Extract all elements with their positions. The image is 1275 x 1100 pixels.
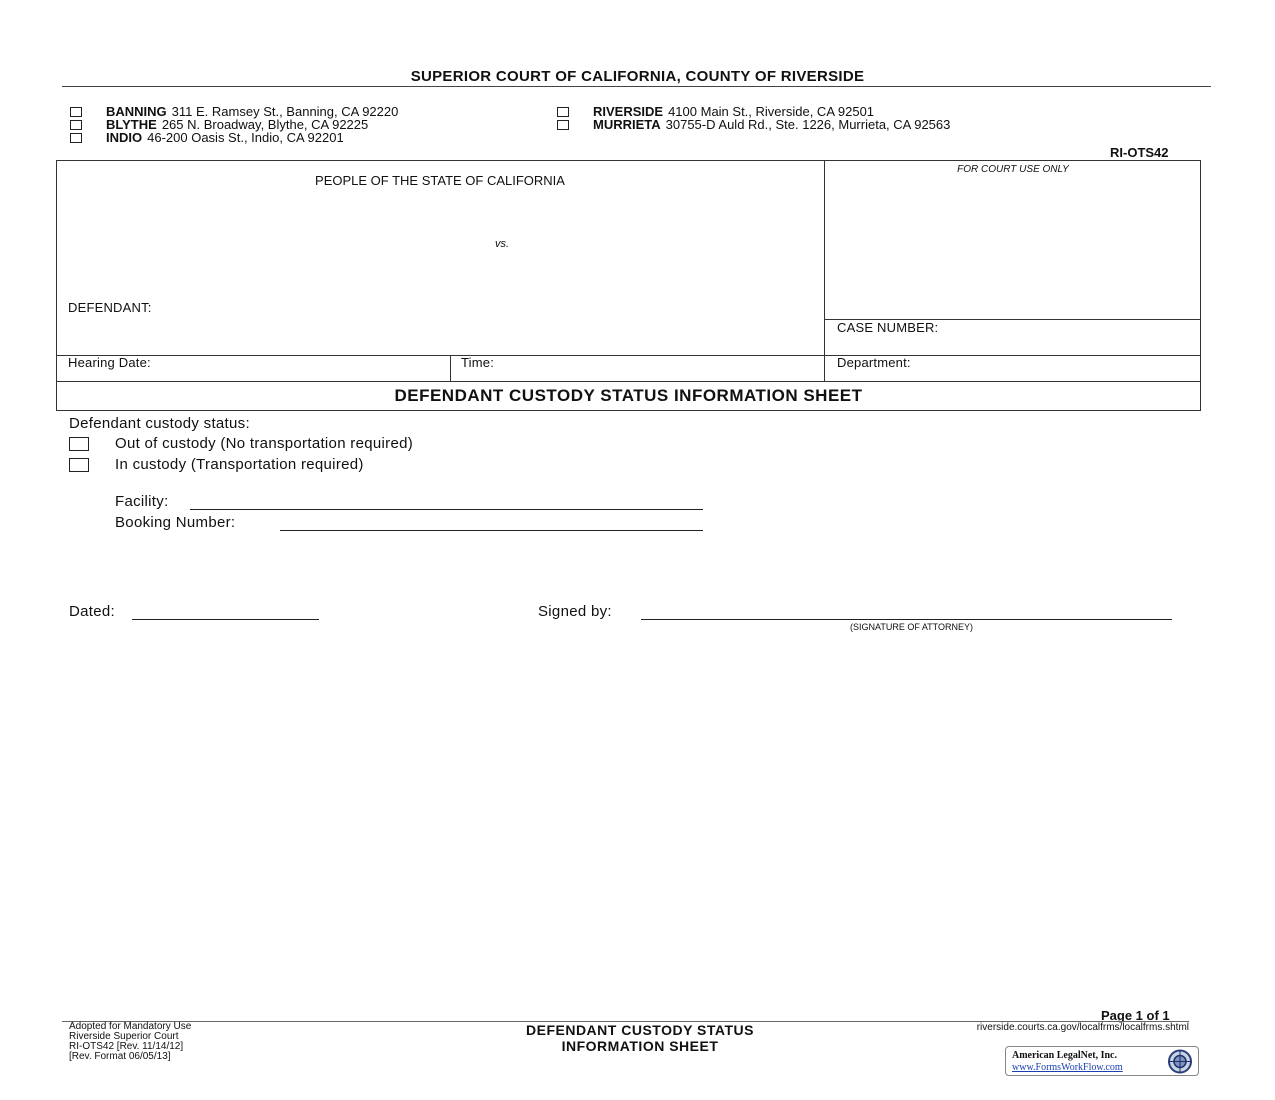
department-label: Department: xyxy=(837,355,911,370)
in-custody-checkbox[interactable] xyxy=(69,458,89,472)
booking-number-field[interactable] xyxy=(280,530,703,531)
location-name: BLYTHE xyxy=(106,117,157,132)
location-name: BANNING xyxy=(106,104,167,119)
signature-field[interactable] xyxy=(641,619,1172,620)
location-murrieta-checkbox[interactable] xyxy=(557,120,569,130)
hearing-row-top-divider xyxy=(56,355,1201,356)
hearing-date-label: Hearing Date: xyxy=(68,355,151,370)
dated-label: Dated: xyxy=(69,603,115,620)
logo-name: American LegalNet, Inc. xyxy=(1012,1050,1117,1061)
globe-icon xyxy=(1166,1049,1194,1074)
location-address: 4100 Main St., Riverside, CA 92501 xyxy=(668,104,875,119)
defendant-label: DEFENDANT: xyxy=(68,300,152,315)
location-riverside-checkbox[interactable] xyxy=(557,107,569,117)
time-label: Time: xyxy=(461,355,495,370)
location-blythe-checkbox[interactable] xyxy=(70,120,82,130)
footer-left-line: Adopted for Mandatory Use xyxy=(69,1021,192,1032)
facility-label: Facility: xyxy=(115,493,169,510)
location-name: INDIO xyxy=(106,130,143,145)
signed-by-label: Signed by: xyxy=(538,603,612,620)
location-indio-checkbox[interactable] xyxy=(70,133,82,143)
location-address: 311 E. Ramsey St., Banning, CA 92220 xyxy=(171,104,399,119)
location-banning-checkbox[interactable] xyxy=(70,107,82,117)
page-number: Page 1 of 1 xyxy=(1101,1008,1170,1023)
title-divider xyxy=(62,86,1211,87)
case-number-label: CASE NUMBER: xyxy=(837,320,939,335)
in-custody-label: In custody (Transportation required) xyxy=(115,456,364,473)
location-indio[interactable] xyxy=(70,130,344,145)
out-of-custody-checkbox[interactable] xyxy=(69,437,89,451)
hearing-row-bottom-divider xyxy=(56,381,1201,382)
facility-field[interactable] xyxy=(190,509,703,510)
dated-field[interactable] xyxy=(132,619,319,620)
sheet-title: DEFENDANT CUSTODY STATUS INFORMATION SHEET xyxy=(394,386,863,405)
footer-left-line: Riverside Superior Court xyxy=(69,1031,179,1042)
out-of-custody-label: Out of custody (No transportation required) xyxy=(115,435,414,452)
caption-box xyxy=(56,160,1201,411)
court-title: SUPERIOR COURT OF CALIFORNIA, COUNTY OF RIVERSIDE xyxy=(410,68,865,85)
footer-adoption-info xyxy=(69,1022,191,1062)
footer-left-line: RI-OTS42 [Rev. 11/14/12] xyxy=(69,1041,184,1052)
american-legalnet-logo[interactable] xyxy=(1005,1046,1199,1076)
location-name: RIVERSIDE xyxy=(593,104,664,119)
footer-title-line: DEFENDANT CUSTODY STATUS xyxy=(526,1022,754,1038)
footer-form-title xyxy=(440,1022,840,1054)
location-address: 46-200 Oasis St., Indio, CA 92201 xyxy=(147,130,344,145)
booking-number-label: Booking Number: xyxy=(115,514,236,531)
location-murrieta[interactable] xyxy=(557,117,950,132)
location-address: 265 N. Broadway, Blythe, CA 92225 xyxy=(161,117,369,132)
footer-url[interactable]: riverside.courts.ca.gov/localfrms/localfrms.shtml xyxy=(976,1022,1189,1033)
logo-url: www.FormsWorkFlow.com xyxy=(1012,1062,1123,1073)
location-address: 30755-D Auld Rd., Ste. 1226, Murrieta, CA 92563 xyxy=(665,117,951,132)
signature-caption: (SIGNATURE OF ATTORNEY) xyxy=(849,622,973,632)
footer-title-line: INFORMATION SHEET xyxy=(561,1038,719,1054)
time-divider xyxy=(450,355,451,382)
form-id: RI-OTS42 xyxy=(1110,145,1169,160)
location-name: MURRIETA xyxy=(593,117,661,132)
footer-left-line: [Rev. Format 06/05/13] xyxy=(69,1051,171,1062)
custody-status-heading: Defendant custody status: xyxy=(69,415,250,432)
versus-text: vs. xyxy=(495,238,510,250)
plaintiff-name: PEOPLE OF THE STATE OF CALIFORNIA xyxy=(315,173,565,188)
court-use-label: FOR COURT USE ONLY xyxy=(957,164,1069,175)
caption-vertical-divider xyxy=(824,160,825,382)
